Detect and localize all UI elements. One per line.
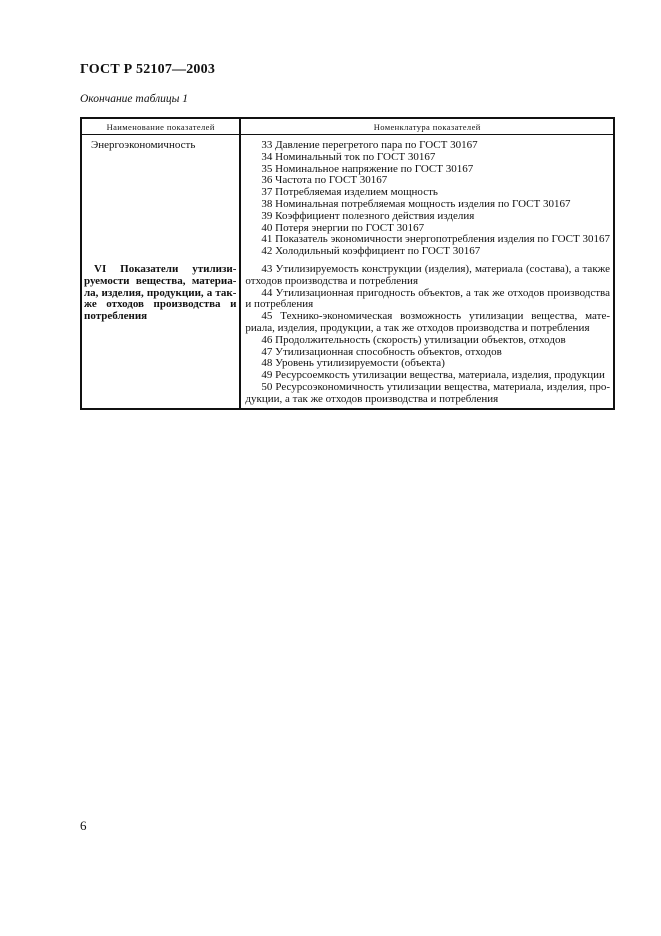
indicator-line: 44 Утилизационная пригодность объектов, а так же отходов производства	[261, 286, 610, 299]
indicator-line: риала, изделия, продукции, а так же отходов производства и потребления	[245, 321, 590, 334]
indicator-line: 41 Показатель экономичности энергопотребления изделия по ГОСТ 30167	[261, 233, 610, 246]
indicator-item	[245, 211, 610, 223]
indicator-line: 33 Давление перегретого пара по ГОСТ 30167	[261, 139, 478, 151]
indicator-item	[245, 382, 610, 406]
indicator-line: 46 Продолжительность (скорость) утилизации объектов, отходов	[261, 333, 566, 346]
indicator-line: 45 Технико-экономическая возможность утилизации вещества, мате-	[261, 310, 610, 323]
indicator-line: 42 Холодильный коэффициент по ГОСТ 30167	[261, 245, 481, 258]
indicator-line: 37 Потребляемая изделием мощность	[261, 186, 438, 199]
indicator-list	[240, 135, 614, 262]
indicator-item	[245, 199, 610, 211]
indicator-line: 38 Номинальная потребляемая мощность изделия по ГОСТ 30167	[261, 197, 571, 210]
indicator-line: 35 Номинальное напряжение по ГОСТ 30167	[261, 162, 474, 175]
indicator-item	[245, 152, 610, 164]
indicator-line: 39 Коэффициент полезного действия изделия	[261, 209, 475, 222]
indicator-list	[240, 262, 614, 409]
column-header-name: Наименование показателей	[81, 118, 240, 135]
indicator-group-name	[81, 135, 240, 262]
indicator-line: 40 Потеря энергии по ГОСТ 30167	[261, 221, 425, 234]
indicator-line: 48 Уровень утилизируемости (объекта)	[261, 357, 445, 370]
document-title: ГОСТ Р 52107—2003	[80, 62, 216, 77]
indicator-item	[245, 311, 610, 335]
indicators-table	[80, 117, 615, 410]
group-name-line: Энергоэкономичность	[91, 139, 196, 151]
indicator-item	[245, 288, 610, 312]
group-name-line: VI Показатели утилизи-	[94, 262, 237, 275]
indicator-group-name	[81, 262, 240, 409]
group-name-line: ла, изделия, продукции, а так-	[84, 286, 237, 299]
indicator-line: 47 Утилизационная способность объектов, отходов	[261, 345, 502, 358]
indicator-item	[245, 335, 610, 347]
page-number: 6	[80, 818, 87, 833]
indicator-line: 50 Ресурсоэкономичность утилизации вещества, материала, изделия, про-	[261, 380, 610, 393]
indicator-line: и потребления	[245, 298, 314, 311]
group-name-line: потребления	[84, 310, 148, 323]
group-name-line: же отходов производства и	[84, 298, 237, 311]
group-name-line: руемости вещества, материа-	[84, 274, 237, 287]
table-header-row	[81, 118, 614, 135]
column-header-nomenclature: Номенклатура показателей	[240, 118, 614, 135]
indicator-item	[245, 246, 610, 258]
table-caption: Окончание таблицы 1	[80, 93, 188, 105]
indicator-line: 43 Утилизируемость конструкции (изделия), материала (состава), а также	[261, 262, 610, 275]
indicator-line: 49 Ресурсоемкость утилизации вещества, материала, изделия, продукции	[261, 369, 605, 382]
indicator-line: отходов производства и потребления	[245, 274, 419, 287]
table-row	[81, 135, 614, 262]
indicator-line: 34 Номинальный ток по ГОСТ 30167	[261, 150, 436, 163]
table-row	[81, 262, 614, 409]
indicator-line: дукции, а так же отходов производства и потребления	[245, 392, 499, 405]
indicator-item	[245, 264, 610, 288]
indicator-line: 36 Частота по ГОСТ 30167	[261, 174, 388, 187]
